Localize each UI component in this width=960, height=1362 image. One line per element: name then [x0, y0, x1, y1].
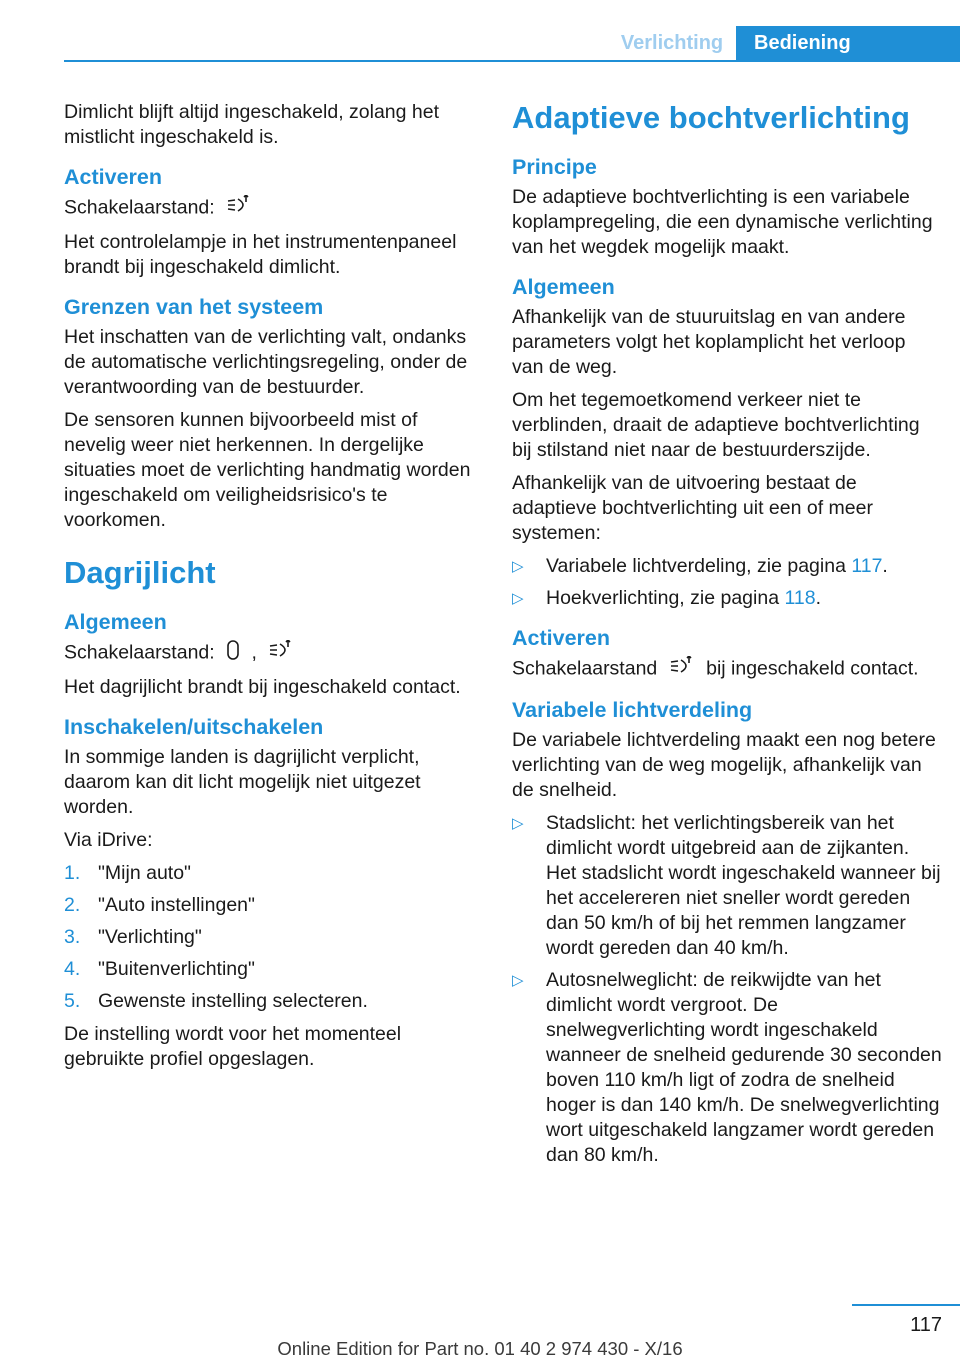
switch-off-icon	[226, 640, 240, 667]
bochtverlichting-heading: Adaptieve bochtverlichting	[512, 100, 910, 135]
list-item	[512, 554, 942, 579]
algemeen-paragraph-3: Afhankelijk van de uitvoering bestaat de adaptieve bochtverlichting uit een of meer systemen:	[512, 472, 873, 544]
bullet-text: Stadslicht: het verlichtingsbereik van het dimlicht wordt uitgebreid aan de zijkanten. Het stadslicht wordt ingeschakeld wanneer bij het accelereren niet sneller wordt gereden dan 50 km/h of bij het remmen langzamer wordt gereden dan 40 km/h.	[546, 812, 941, 959]
intro-paragraph: Dimlicht blijft altijd ingeschakeld, zolang het mistlicht ingeschakeld is.	[64, 101, 440, 148]
header-section-tab[interactable]: Verlichting	[620, 32, 724, 54]
header-rule	[64, 60, 960, 62]
switch-label: Schakelaarstand	[512, 657, 658, 680]
closing-paragraph: De instelling wordt voor het momenteel gebruikte profiel opgeslagen.	[64, 1023, 402, 1070]
grenzen-paragraph-2: De sensoren kunnen bijvoorbeeld mist of nevelig weer niet herkennen. In dergelijke situaties moet de verlichting handmatig worden ingeschakeld om veiligheidsrisico's te voorkomen.	[64, 409, 471, 531]
triangle-bullet-icon: ▷	[512, 558, 524, 575]
system-text: Variabele lichtverdeling, zie pagina	[546, 555, 852, 577]
activeren-switch-line	[64, 195, 484, 222]
algemeen-heading: Algemeen	[512, 275, 615, 299]
low-beam-auto-icon	[669, 656, 695, 683]
step-text: Gewenste instelling selecteren.	[98, 990, 368, 1012]
idrive-steps	[64, 861, 484, 1014]
variabele-text: De variabele lichtverdeling maakt een nog betere verlichting van de weg mogelijk, afhankelijk van de snelheid.	[512, 729, 936, 801]
list-item	[64, 861, 484, 886]
grenzen-paragraph-1: Het inschatten van de verlichting valt, ondanks de automatische verlichtingsregeling, onder de verantwoording van de bestuurder.	[64, 326, 468, 398]
switch-label: Schakelaarstand:	[64, 196, 215, 219]
switch-label: Schakelaarstand:	[64, 641, 215, 664]
step-text: "Auto instellingen"	[98, 894, 255, 916]
right-column	[512, 100, 942, 1176]
dagrijlicht-switch-line	[64, 640, 484, 667]
activeren-switch-line	[512, 656, 942, 683]
list-item	[512, 811, 942, 961]
list-item	[64, 893, 484, 918]
triangle-bullet-icon: ▷	[512, 972, 524, 989]
dagrijlicht-heading: Dagrijlicht	[64, 555, 216, 590]
step-text: "Verlichting"	[98, 926, 202, 948]
page-link[interactable]: 118	[784, 587, 816, 609]
inschakelen-heading: Inschakelen/uitschakelen	[64, 715, 324, 739]
dagrijlicht-text: Het dagrijlicht brandt bij ingeschakeld contact.	[64, 676, 461, 698]
system-text: Hoekverlichting, zie pagina	[546, 587, 785, 609]
grenzen-heading: Grenzen van het systeem	[64, 295, 324, 319]
list-item	[64, 989, 484, 1014]
systems-list	[512, 554, 942, 611]
algemeen-paragraph-1: Afhankelijk van de stuuruitslag en van andere parameters volgt het koplamplicht het verloop van de weg.	[512, 306, 906, 378]
triangle-bullet-icon: ▷	[512, 590, 524, 607]
list-item	[512, 968, 942, 1168]
variabele-heading: Variabele lichtverdeling	[512, 698, 753, 722]
page-number: 117	[910, 1314, 942, 1336]
inschakelen-text: In sommige landen is dagrijlicht verplicht, daarom kan dit licht mogelijk niet uitgezet worden.	[64, 746, 421, 818]
variabele-bullets	[512, 811, 942, 1168]
principe-text: De adaptieve bochtverlichting is een variabele koplampregeling, die een dynamische verlichting van het wegdek mogelijk maakt.	[512, 186, 933, 258]
step-text: "Buitenverlichting"	[98, 958, 255, 980]
edition-footer: Online Edition for Part no. 01 40 2 974 430 - X/16	[277, 1338, 683, 1359]
step-number: 5.	[64, 990, 81, 1012]
list-item	[64, 957, 484, 982]
list-item	[64, 925, 484, 950]
left-column	[64, 100, 484, 1080]
activeren-text: Het controlelampje in het instrumentenpaneel brandt bij ingeschakeld dimlicht.	[64, 231, 457, 278]
step-number: 3.	[64, 926, 81, 948]
system-end: .	[815, 587, 821, 609]
system-end: .	[882, 555, 888, 577]
low-beam-auto-icon	[268, 640, 294, 667]
header-chapter-tab[interactable]: Bediening	[736, 26, 960, 60]
step-number: 1.	[64, 862, 81, 884]
low-beam-auto-icon	[226, 195, 252, 222]
step-number: 2.	[64, 894, 81, 916]
algemeen-paragraph-2: Om het tegemoetkomend verkeer niet te verblinden, draait de adaptieve bochtverlichting bij stilstand niet naar de bestuurderszijde.	[512, 389, 920, 461]
idrive-label: Via iDrive:	[64, 829, 153, 851]
activeren-heading: Activeren	[512, 626, 610, 650]
switch-separator: ,	[251, 641, 257, 664]
triangle-bullet-icon: ▷	[512, 815, 524, 832]
dagrijlicht-algemeen-heading: Algemeen	[64, 610, 167, 634]
activeren-heading: Activeren	[64, 165, 162, 189]
page-link[interactable]: 117	[851, 555, 883, 577]
step-number: 4.	[64, 958, 81, 980]
bullet-text: Autosnelweglicht: de reikwijdte van het dimlicht wordt vergroot. De snelwegverlichting wordt ingeschakeld wanneer de snelheid gedurende 30 seconden boven 110 km/h ligt of zodra de snelheid hoger is dan 140 km/h. De snelwegverlichting wort uitgeschakeld langzamer wordt gereden dan 80 km/h.	[546, 969, 942, 1166]
list-item	[512, 586, 942, 611]
principe-heading: Principe	[512, 155, 597, 179]
step-text: "Mijn auto"	[98, 862, 191, 884]
footer-rule	[852, 1304, 960, 1306]
activeren-suffix: bij ingeschakeld contact.	[706, 657, 919, 680]
